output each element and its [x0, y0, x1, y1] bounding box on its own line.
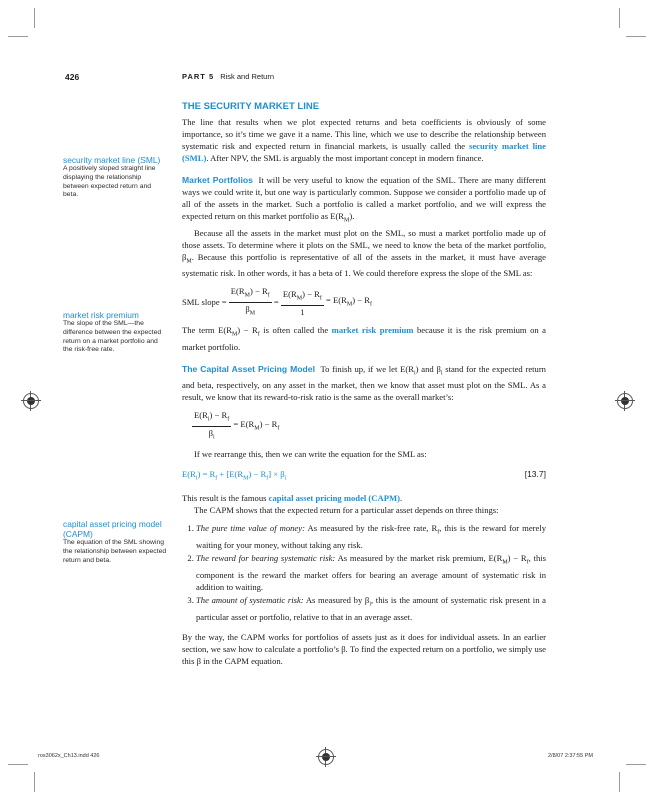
- subheading-market-portfolios: Market Portfolios: [182, 175, 253, 185]
- capm-equation: $E(R_i) = R_f + [E(R_M) - R_f] \times \beta_i$ [13.7]: [182, 468, 546, 482]
- capm-result: This result is the famous capital asset pricing model (CAPM).: [182, 493, 403, 504]
- margin-note-sml: [63, 155, 167, 200]
- margin-note-capm: [63, 519, 167, 565]
- page-number: 426: [65, 72, 80, 82]
- reward-to-risk-equation: $\frac{E(R_i) - R_f}{\beta_i}$ = $E(R_M) - R_f$: [194, 410, 280, 441]
- rearrange-text: If we rearrange this, then we can write the equation for the SML as:: [194, 448, 427, 459]
- part-title: Risk and Return: [220, 72, 274, 81]
- registration-mark-icon: [23, 393, 39, 409]
- margin-term: security market line (SML): [63, 155, 161, 165]
- footer-file: ros3062x_Ch13.indd 426: [38, 753, 100, 759]
- capm-components-list: [182, 522, 546, 622]
- margin-note-mrp: [63, 310, 167, 355]
- equation-number: [13.7]: [524, 468, 546, 479]
- intro-paragraph: The line that results when we plot expected returns and beta coefficients is obviously of some importance, so it’s time we gave it a name. This line, which we use to describe the relationship between systematic risk and expected return in financial markets, is usually called the security market line (SML). After NPV, the SML is arguably the most important concept in modern finance.: [182, 117, 546, 163]
- term-sml: security market line (SML): [182, 141, 546, 163]
- part-label: PART 5: [182, 72, 215, 81]
- mrp-paragraph: The term $E(R_M) - R_f$ is often called the market risk premium because it is the risk premium on a market portfolio.: [182, 324, 546, 352]
- section-title: THE SECURITY MARKET LINE: [182, 101, 320, 112]
- margin-definition: The slope of the SML—the difference between the expected return on a market portfolio and the risk-free rate.: [63, 320, 162, 354]
- list-item: 3. The amount of systematic risk: As measured by $\beta_i$, this is the amount of systematic risk present in a particular asset or portfolio, relative to that in an average asset.: [196, 594, 546, 623]
- body-text: [182, 116, 546, 667]
- margin-term: market risk premium: [63, 310, 139, 320]
- running-header: [182, 72, 274, 81]
- margin-term: capital asset pricing model (CAPM): [63, 519, 162, 539]
- capm-paragraph: The Capital Asset Pricing Model To finish up, if we let $E(R_i)$ and $\beta_i$ stand for the expected return and beta, respectively, on any asset in the market, then we know that asset must plot on the SML. As a result, we know that its reward-to-risk ratio is the same as the overall market’s:: [182, 363, 546, 403]
- term-capm: capital asset pricing model (CAPM): [268, 493, 400, 504]
- capm-shows: The CAPM shows that the expected return for a particular asset depends on three things:: [194, 505, 499, 516]
- registration-mark-icon: [617, 393, 633, 409]
- market-portfolios-paragraph: Market Portfolios It will be very useful to know the equation of the SML. There are many different ways we could write it, but one way is particularly common. Suppose we consider a portfolio made up of all of the assets in the market. Such a portfolio is called a market portfolio, and we will express the expected return on this market portfolio as $E(R_M)$.: [182, 175, 547, 224]
- list-item: 2. The reward for bearing systematic risk: As measured by the market risk premium, $E(R_M) - R_f$, this component is the reward the market offers for bearing an average amount of systematic risk in addition to waiting.: [196, 552, 546, 593]
- subheading-capm: The Capital Asset Pricing Model: [182, 363, 315, 374]
- margin-definition: A positively sloped straight line displaying the relationship between expected return and beta.: [63, 165, 156, 199]
- margin-definition: The equation of the SML showing the relationship between expected return and beta.: [63, 539, 167, 564]
- market-beta-paragraph: Because all the assets in the market must plot on the SML, so must a market portfolio made up of those assets. To determine where it plots on the SML, we need to know the beta of the market portfolio, $\beta_M$. Because this portfolio is representative of all of the assets in the market, it must have average systematic risk. In other words, it has a beta of 1. We could therefore express the slope of the SML as:: [182, 227, 546, 279]
- footer-date: 2/8/07 2:37:55 PM: [548, 753, 593, 759]
- term-mrp: market risk premium: [331, 324, 414, 335]
- registration-mark-icon: [318, 749, 334, 765]
- sml-slope-equation: SML slope = $\frac{E(R_M) - R_f}{\beta_M}$ = $\frac{E(R_M) - R_f}{1}$ = $E(R_M) - R_f$: [182, 286, 372, 317]
- closing-paragraph: By the way, the CAPM works for portfolios of assets just as it does for individual assets. In an earlier section, we saw how to calculate a portfolio’s β. To find the expected return on a portfolio, we simply use this β in the CAPM equation.: [182, 631, 546, 666]
- list-item: 1. The pure time value of money: As measured by the risk-free rate, $R_f$, this is the reward for merely waiting for your money, without taking any risk.: [196, 522, 546, 551]
